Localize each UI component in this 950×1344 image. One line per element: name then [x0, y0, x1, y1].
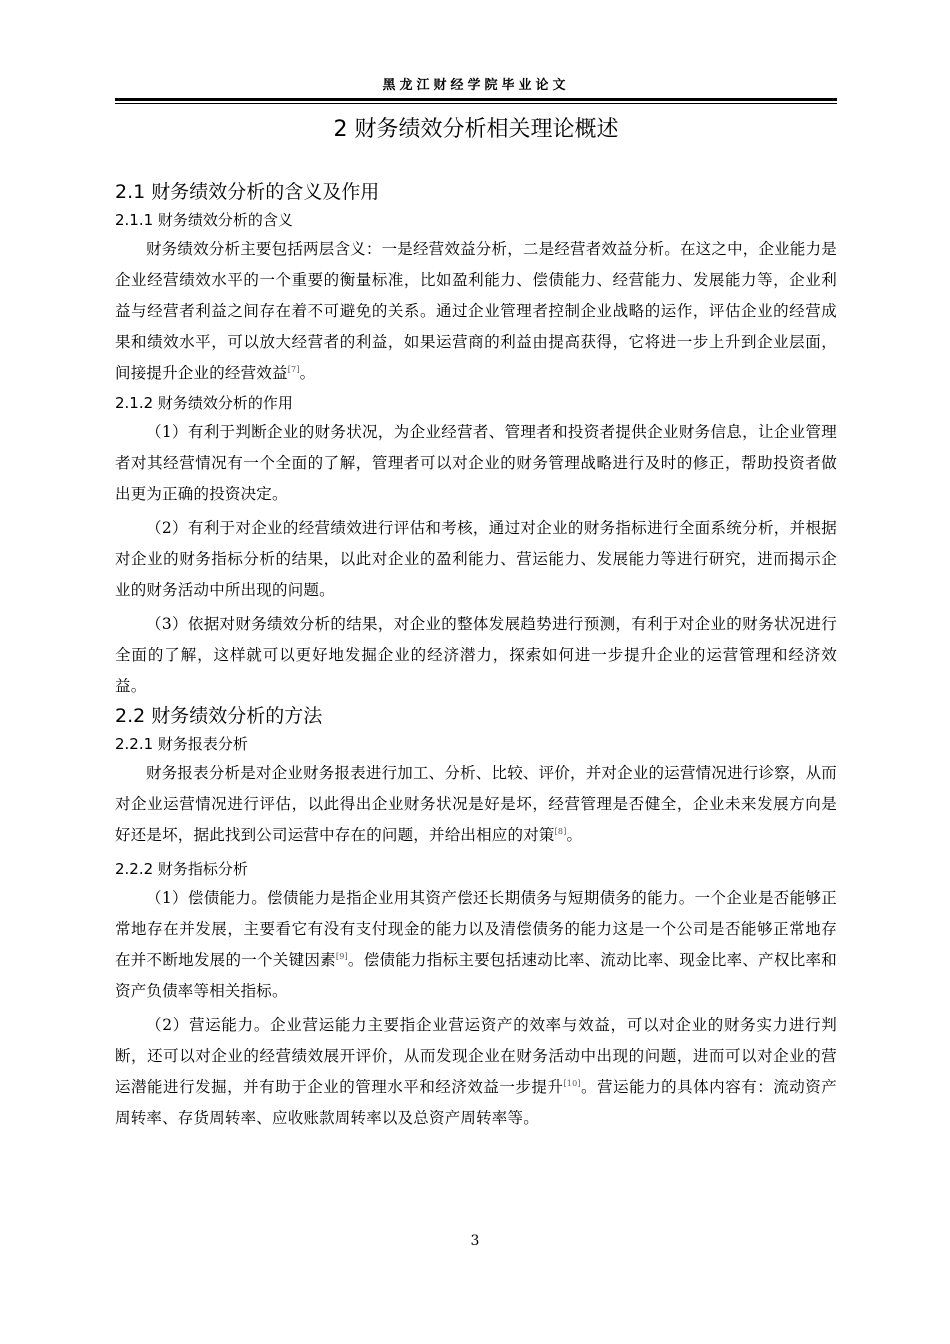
- paragraph: （3）依据对财务绩效分析的结果，对企业的整体发展趋势进行预测，有利于对企业的财务状况进行全面的了解，这样就可以更好地发掘企业的经济潜力，探索如何进一步提升企业的运营管理和经济效益。: [115, 615, 837, 695]
- paragraph: （2）有利于对企业的经营绩效进行评估和考核，通过对企业的财务指标进行全面系统分析，并根据对企业的财务指标分析的结果，以此对企业的盈利能力、营运能力、发展能力等进行研究，进而揭示企业的财务活动中所出现的问题。: [115, 519, 837, 599]
- section-heading-2-1: 2.1 财务绩效分析的含义及作用: [115, 181, 380, 203]
- header-rule-thick: [115, 98, 837, 101]
- section-heading-2-2-2: 2.2.2 财务指标分析: [115, 860, 248, 878]
- page-body: [115, 108, 837, 1134]
- citation-ref: [9]: [335, 952, 348, 961]
- section-heading-2-1-1: 2.1.1 财务绩效分析的含义: [115, 211, 293, 229]
- paragraph: （2）营运能力。企业营运能力主要指企业营运资产的效率与效益，可以对企业的财务实力进行判断，还可以对企业的经营绩效展开评价，从而发现企业在财务活动中出现的问题，进而可以对企业的营运潜能进行发掘，并有助于企业的管理水平和经济效益一步提升[10]。营运能力的具体内容有：流动资产周转率、存货周转率、应收账款周转率以及总资产周转率等。: [115, 1016, 837, 1127]
- header-rule-thin: [115, 103, 837, 104]
- section-heading-2-1-2: 2.1.2 财务绩效分析的作用: [115, 394, 293, 412]
- chapter-title: 2 财务绩效分析相关理论概述: [333, 117, 619, 142]
- paragraph: （1）有利于判断企业的财务状况，为企业经营者、管理者和投资者提供企业财务信息，让企业管理者对其经营情况有一个全面的了解，管理者可以对企业的财务管理战略进行及时的修正，帮助投资者做出更为正确的投资决定。: [115, 423, 837, 503]
- citation-ref: [8]: [554, 827, 567, 836]
- section-heading-2-2: 2.2 财务绩效分析的方法: [115, 705, 323, 727]
- paragraph: （1）偿债能力。偿债能力是指企业用其资产偿还长期债务与短期债务的能力。一个企业是否能够正常地存在并发展，主要看它有没有支付现金的能力以及清偿债务的能力这是一个公司是否能够正常地存在并不断地发展的一个关键因素[9]。偿债能力指标主要包括速动比率、流动比率、现金比率、产权比率和资产负债率等相关指标。: [115, 889, 837, 1000]
- paragraph: 财务报表分析是对企业财务报表进行加工、分析、比较、评价，并对企业的运营情况进行诊察，从而对企业运营情况进行评估，以此得出企业财务状况是好是坏，经营管理是否健全，企业未来发展方向是好还是坏，据此找到公司运营中存在的问题，并给出相应的对策[8]。: [115, 764, 837, 844]
- paragraph: 财务绩效分析主要包括两层含义：一是经营效益分析，二是经营者效益分析。在这之中，企业能力是企业经营绩效水平的一个重要的衡量标准，比如盈利能力、偿债能力、经营能力、发展能力等，企业利益与经营者利益之间存在着不可避免的关系。通过企业管理者控制企业战略的运作，评估企业的经营成果和绩效水平，可以放大经营者的利益，如果运营商的利益由提高获得，它将进一步上升到企业层面，间接提升企业的经营效益[7]。: [115, 240, 837, 382]
- citation-ref: [7]: [287, 365, 300, 374]
- citation-ref: [10]: [563, 1079, 581, 1088]
- section-heading-2-2-1: 2.2.1 财务报表分析: [115, 735, 248, 753]
- running-header: 黑龙江财经学院毕业论文: [382, 78, 570, 93]
- page-number: 3: [470, 1233, 480, 1249]
